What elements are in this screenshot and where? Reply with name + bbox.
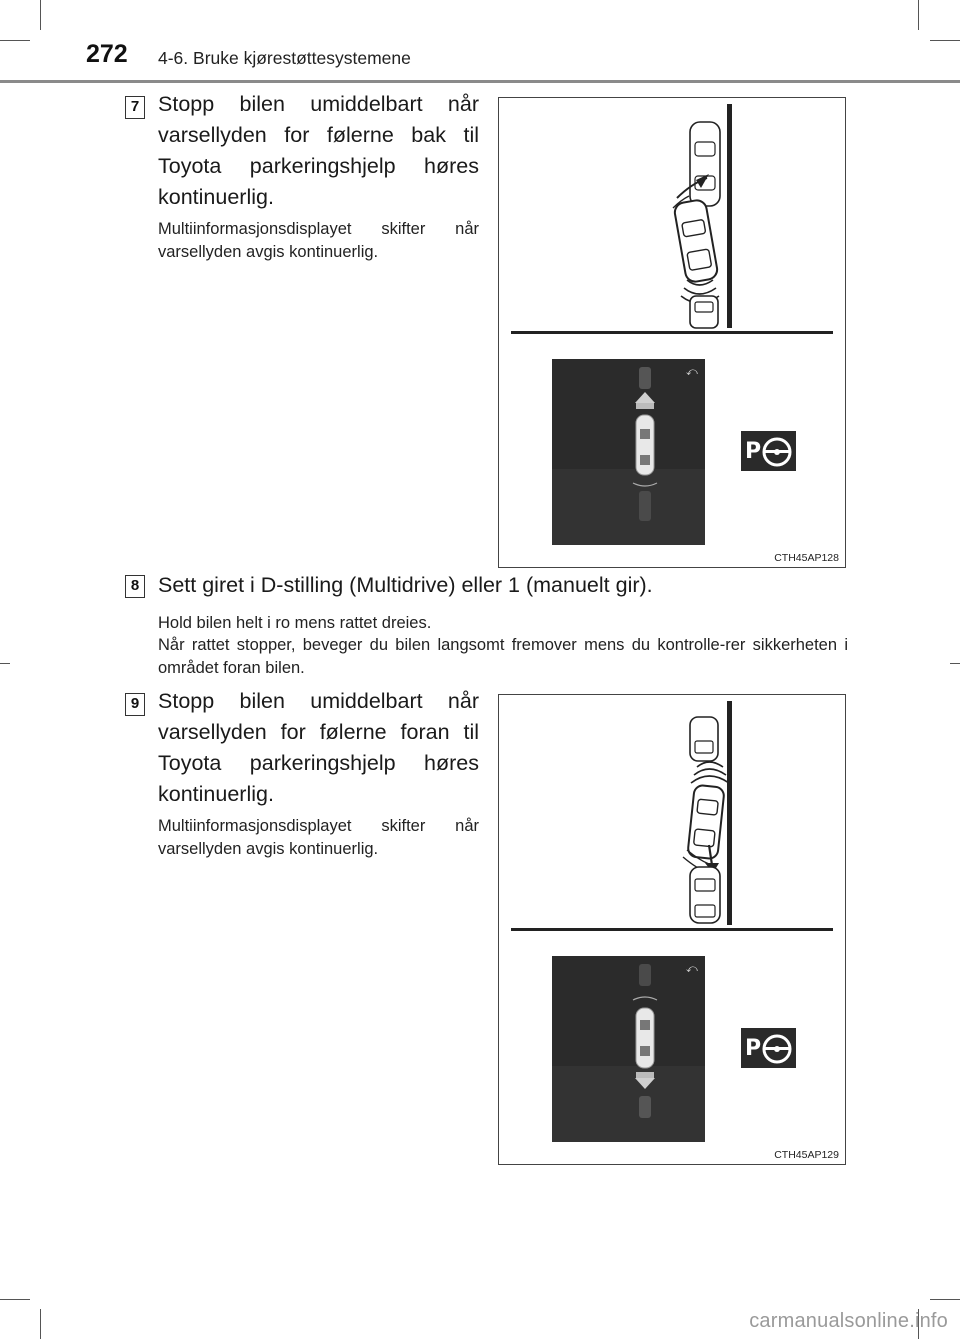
parked-car-rear-icon [690, 296, 718, 328]
svg-text:P: P [745, 439, 762, 464]
step-badge-9: 9 [125, 693, 145, 716]
step-7-note: Multiinformasjonsdisplayet skifter når varsellyden avgis kontinuerlig. [158, 220, 479, 261]
step-8-text: Sett giret i D-stilling (Multidrive) eller 1 (manuelt gir). [158, 573, 653, 597]
svg-text:P: P [745, 1036, 762, 1061]
figure-code: CTH45AP128 [774, 552, 839, 564]
watermark[interactable]: carmanualsonline.info [749, 1310, 948, 1332]
page-number: 272 [86, 40, 128, 68]
step-8-note-line-2: Når rattet stopper, beveger du bilen langsomt fremover mens du kontrolle-rer sikkerheten i området foran bilen. [158, 636, 848, 677]
step-badge-8: 8 [125, 575, 145, 598]
figure-front-sensor-warning [498, 694, 846, 1165]
crop-mark [40, 0, 41, 30]
crop-mark [0, 663, 10, 664]
step-9-text: Stopp bilen umiddelbart når varsellyden for følerne foran til Toyota parkeringshjelp høres kontinuerlig. [158, 689, 479, 806]
step-7-text: Stopp bilen umiddelbart når varsellyden for følerne bak til Toyota parkeringshjelp høres kontinuerlig. [158, 92, 479, 209]
multi-info-display [552, 359, 705, 545]
svg-text:⤺: ⤺ [686, 365, 698, 378]
parked-car-rear-icon [690, 867, 720, 923]
step-8-note-line-1: Hold bilen helt i ro mens rattet dreies. [158, 614, 432, 632]
parked-car-front-icon [690, 122, 720, 206]
parking-assist-indicator-icon [741, 431, 796, 471]
step-9-note: Multiinformasjonsdisplayet skifter når varsellyden avgis kontinuerlig. [158, 817, 479, 858]
crop-mark [930, 40, 960, 41]
section-title: 4-6. Bruke kjørestøttesystemene [158, 48, 411, 68]
moving-car-icon [673, 199, 718, 283]
crop-mark [950, 663, 960, 664]
parking-assist-indicator-icon [741, 1028, 796, 1068]
crop-mark [40, 1309, 41, 1339]
header-divider [0, 80, 960, 83]
parked-car-front-icon [690, 717, 718, 761]
step-badge-7: 7 [125, 96, 145, 119]
figure-code: CTH45AP129 [774, 1149, 839, 1161]
svg-text:⤺: ⤺ [686, 962, 698, 975]
crop-mark [930, 1299, 960, 1300]
parking-diagram-rear [499, 98, 845, 567]
crop-mark [918, 0, 919, 30]
multi-info-display [552, 956, 705, 1142]
parking-diagram-front [499, 695, 845, 1164]
crop-mark [0, 1299, 30, 1300]
figure-rear-sensor-warning [498, 97, 846, 568]
crop-mark [0, 40, 30, 41]
moving-car-icon [687, 785, 724, 860]
